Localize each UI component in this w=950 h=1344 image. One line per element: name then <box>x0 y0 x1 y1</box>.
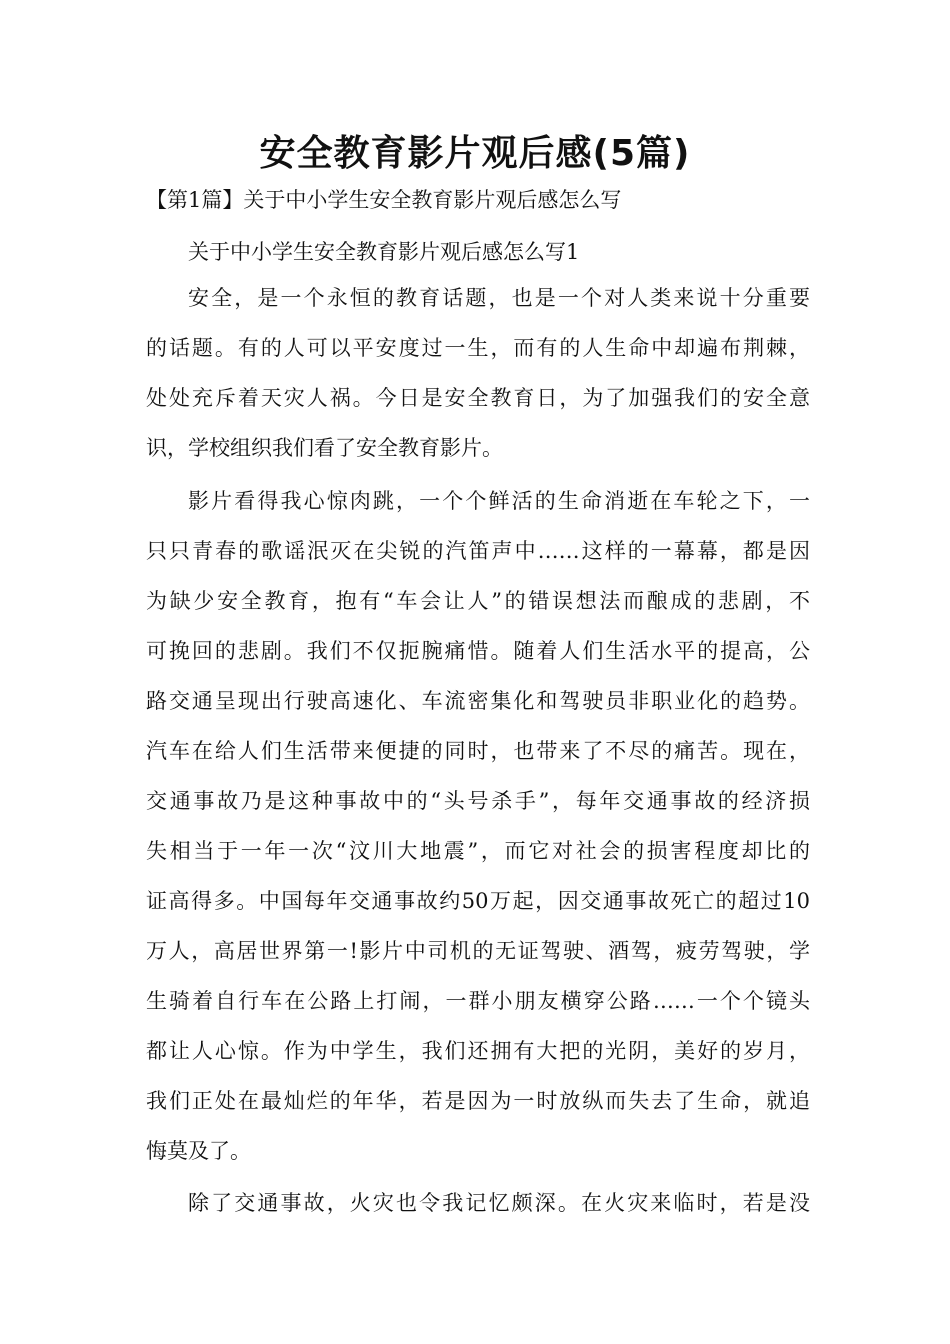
paragraph-line: 生骑着自行车在公路上打闹，一群小朋友横穿公路……一个个镜头 <box>146 989 810 1013</box>
paragraph-line: 证高得多。中国每年交通事故约50万起，因交通事故死亡的超过10 <box>146 889 810 913</box>
paragraph-line: 交通事故乃是这种事故中的“头号杀手”，每年交通事故的经济损 <box>146 789 810 813</box>
paragraph-line: 除了交通事故，火灾也令我记忆颇深。在火灾来临时，若是没 <box>188 1191 810 1215</box>
document-title: 安全教育影片观后感(5篇) <box>259 133 691 174</box>
paragraph-line: 悔莫及了。 <box>146 1139 251 1163</box>
paragraph-line: 处处充斥着天灾人祸。今日是安全教育日，为了加强我们的安全意 <box>146 386 810 410</box>
paragraph-line: 为缺少安全教育，抱有“车会让人”的错误想法而酿成的悲剧，不 <box>146 589 810 613</box>
paragraph-line: 都让人心惊。作为中学生，我们还拥有大把的光阴，美好的岁月， <box>146 1039 810 1063</box>
paragraph-1 <box>146 273 810 473</box>
paragraph-line: 失相当于一年一次“汶川大地震”，而它对社会的损害程度却比的 <box>146 839 810 863</box>
paragraph-line: 影片看得我心惊肉跳，一个个鲜活的生命消逝在车轮之下，一 <box>188 489 810 513</box>
paragraph-3 <box>146 1178 810 1228</box>
subheading: 关于中小学生安全教育影片观后感怎么写1 <box>188 240 580 264</box>
paragraph-line: 汽车在给人们生活带来便捷的同时，也带来了不尽的痛苦。现在， <box>146 739 810 763</box>
paragraph-line: 可挽回的悲剧。我们不仅扼腕痛惜。随着人们生活水平的提高，公 <box>146 639 810 663</box>
section-heading: 【第1篇】关于中小学生安全教育影片观后感怎么写 <box>146 188 622 212</box>
paragraph-line: 路交通呈现出行驶高速化、车流密集化和驾驶员非职业化的趋势。 <box>146 689 810 713</box>
paragraph-2 <box>146 476 810 1176</box>
paragraph-line: 识，学校组织我们看了安全教育影片。 <box>146 436 503 460</box>
paragraph-line: 的话题。有的人可以平安度过一生，而有的人生命中却遍布荆棘， <box>146 336 810 360</box>
paragraph-line: 安全，是一个永恒的教育话题，也是一个对人类来说十分重要 <box>188 286 810 310</box>
paragraph-line: 我们正处在最灿烂的年华，若是因为一时放纵而失去了生命，就追 <box>146 1089 810 1113</box>
paragraph-line: 只只青春的歌谣泯灭在尖锐的汽笛声中……这样的一幕幕，都是因 <box>146 539 810 563</box>
paragraph-line: 万人，高居世界第一!影片中司机的无证驾驶、酒驾，疲劳驾驶，学 <box>146 939 810 963</box>
